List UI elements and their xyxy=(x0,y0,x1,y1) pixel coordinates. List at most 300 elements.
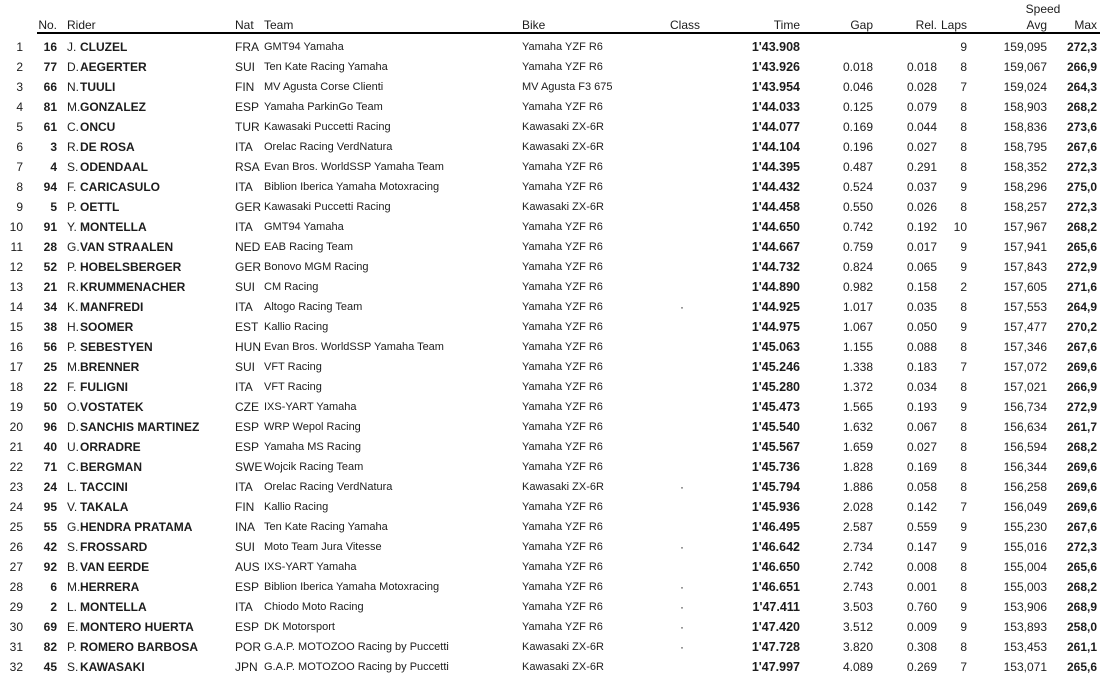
rider-name-cell xyxy=(58,397,228,417)
team-cell: G.A.P. MOTOZOO Racing by Puccetti xyxy=(264,661,449,673)
laps-cell: 9 xyxy=(960,540,967,554)
avg-speed-cell: 157,553 xyxy=(1003,300,1047,314)
column-header-class: Class xyxy=(669,18,700,32)
max-speed-cell: 272,3 xyxy=(1066,200,1097,214)
team-cell: Biblion Iberica Yamaha Motoxracing xyxy=(264,581,440,593)
laps-cell: 8 xyxy=(960,640,967,654)
rider-initial: Y. xyxy=(67,220,77,234)
laps-cell: 8 xyxy=(960,140,967,154)
laps-cell: 8 xyxy=(960,300,967,314)
rider-initial: P. xyxy=(67,640,77,654)
rel-cell: 0.147 xyxy=(906,540,937,554)
bike-cell: Yamaha YZF R6 xyxy=(522,581,603,593)
rider-surname: GONZALEZ xyxy=(80,100,146,114)
avg-speed-cell: 157,477 xyxy=(1003,320,1047,334)
max-speed-cell: 261,7 xyxy=(1066,420,1097,434)
time-cell: 1'45.794 xyxy=(751,480,800,494)
table-row xyxy=(0,517,1100,537)
rider-surname: SANCHIS MARTINEZ xyxy=(80,420,200,434)
rider-surname: BRENNER xyxy=(80,360,140,374)
table-row xyxy=(0,337,1100,357)
rider-number-cell: 40 xyxy=(43,440,57,454)
max-speed-cell: 265,6 xyxy=(1066,240,1097,254)
time-cell: 1'45.567 xyxy=(751,440,800,454)
column-header-laps: Laps xyxy=(940,18,967,32)
nationality-cell: HUN xyxy=(235,340,261,354)
position-cell: 24 xyxy=(9,500,23,514)
rider-number-cell: 4 xyxy=(50,160,57,174)
team-cell: VFT Racing xyxy=(264,381,322,393)
table-row xyxy=(0,137,1100,157)
rel-cell: 0.269 xyxy=(906,660,937,674)
laps-cell: 8 xyxy=(960,440,967,454)
nationality-cell: EST xyxy=(235,320,259,334)
rider-initial: B. xyxy=(67,560,79,574)
rider-name-cell xyxy=(58,657,228,677)
rider-name-cell xyxy=(58,57,228,77)
class-cell: · xyxy=(680,540,684,554)
rider-number-cell: 25 xyxy=(43,360,57,374)
position-cell: 22 xyxy=(9,460,23,474)
rider-name-cell xyxy=(58,177,228,197)
column-header-no: No. xyxy=(38,18,57,32)
rider-surname: AEGERTER xyxy=(80,60,147,74)
team-cell: WRP Wepol Racing xyxy=(264,421,361,433)
max-speed-cell: 264,9 xyxy=(1066,300,1097,314)
class-cell: · xyxy=(680,640,684,654)
table-row xyxy=(0,557,1100,577)
max-speed-cell: 269,6 xyxy=(1066,500,1097,514)
rider-surname: ONCU xyxy=(80,120,116,134)
rider-name-cell xyxy=(58,477,228,497)
bike-cell: Yamaha YZF R6 xyxy=(522,321,603,333)
nationality-cell: ITA xyxy=(235,600,253,614)
avg-speed-cell: 158,296 xyxy=(1003,180,1047,194)
avg-speed-cell: 157,605 xyxy=(1003,280,1047,294)
rel-cell: 0.035 xyxy=(906,300,937,314)
table-row xyxy=(0,537,1100,557)
max-speed-cell: 269,6 xyxy=(1066,480,1097,494)
time-cell: 1'45.063 xyxy=(751,340,800,354)
rider-name-cell xyxy=(58,297,228,317)
position-cell: 10 xyxy=(9,220,23,234)
team-cell: MV Agusta Corse Clienti xyxy=(264,81,384,93)
time-cell: 1'44.395 xyxy=(751,160,800,174)
rider-initial: H. xyxy=(67,320,79,334)
rider-number-cell: 92 xyxy=(43,560,57,574)
max-speed-cell: 265,6 xyxy=(1066,560,1097,574)
column-header-team: Team xyxy=(264,18,294,32)
rider-name-cell xyxy=(58,217,228,237)
rider-surname: FROSSARD xyxy=(80,540,148,554)
team-cell: Evan Bros. WorldSSP Yamaha Team xyxy=(264,161,444,173)
avg-speed-cell: 159,024 xyxy=(1003,80,1047,94)
laps-cell: 7 xyxy=(960,500,967,514)
gap-cell: 1.338 xyxy=(842,360,873,374)
bike-cell: Yamaha YZF R6 xyxy=(522,561,603,573)
gap-cell: 1.632 xyxy=(842,420,873,434)
rider-initial: M. xyxy=(67,580,81,594)
team-cell: IXS-YART Yamaha xyxy=(264,401,357,413)
gap-cell: 0.550 xyxy=(842,200,873,214)
position-cell: 26 xyxy=(9,540,23,554)
avg-speed-cell: 158,257 xyxy=(1003,200,1047,214)
nationality-cell: ITA xyxy=(235,140,253,154)
laps-cell: 9 xyxy=(960,620,967,634)
rider-number-cell: 56 xyxy=(43,340,57,354)
gap-cell: 0.169 xyxy=(842,120,873,134)
rider-name-cell xyxy=(58,637,228,657)
nationality-cell: ESP xyxy=(235,100,260,114)
max-speed-cell: 272,3 xyxy=(1066,40,1097,54)
rider-number-cell: 16 xyxy=(43,40,57,54)
nationality-cell: INA xyxy=(235,520,256,534)
rider-surname: SEBESTYEN xyxy=(80,340,153,354)
rider-surname: OETTL xyxy=(80,200,120,214)
laps-cell: 9 xyxy=(960,520,967,534)
laps-cell: 9 xyxy=(960,400,967,414)
table-row xyxy=(0,297,1100,317)
max-speed-cell: 270,2 xyxy=(1066,320,1097,334)
team-cell: DK Motorsport xyxy=(264,621,335,633)
table-row xyxy=(0,237,1100,257)
rider-name-cell xyxy=(58,137,228,157)
bike-cell: Kawasaki ZX-6R xyxy=(522,141,604,153)
rider-surname: CARICASULO xyxy=(80,180,160,194)
team-cell: VFT Racing xyxy=(264,361,322,373)
table-row xyxy=(0,657,1100,677)
bike-cell: MV Agusta F3 675 xyxy=(522,81,613,93)
team-cell: Kallio Racing xyxy=(264,501,329,513)
gap-cell: 2.587 xyxy=(842,520,873,534)
bike-cell: Yamaha YZF R6 xyxy=(522,41,603,53)
time-cell: 1'44.104 xyxy=(751,140,800,154)
rider-initial: L. xyxy=(67,600,78,614)
position-cell: 15 xyxy=(9,320,23,334)
rider-name-cell xyxy=(58,617,228,637)
speed-group-header-row xyxy=(0,2,1100,16)
nationality-cell: POR xyxy=(235,640,262,654)
rider-name-cell xyxy=(58,437,228,457)
table-row xyxy=(0,37,1100,57)
rel-cell: 0.169 xyxy=(906,460,937,474)
gap-cell: 3.512 xyxy=(842,620,873,634)
rider-number-cell: 2 xyxy=(50,600,57,614)
table-row xyxy=(0,437,1100,457)
rider-number-cell: 45 xyxy=(43,660,57,674)
avg-speed-cell: 159,095 xyxy=(1003,40,1047,54)
position-cell: 18 xyxy=(9,380,23,394)
max-speed-cell: 266,9 xyxy=(1066,60,1097,74)
rider-name-cell xyxy=(58,77,228,97)
rider-initial: K. xyxy=(67,300,79,314)
laps-cell: 9 xyxy=(960,320,967,334)
gap-cell: 0.046 xyxy=(842,80,873,94)
nationality-cell: CZE xyxy=(235,400,259,414)
table-row xyxy=(0,77,1100,97)
class-cell: · xyxy=(680,620,684,634)
bike-cell: Yamaha YZF R6 xyxy=(522,281,603,293)
nationality-cell: TUR xyxy=(235,120,260,134)
rider-number-cell: 66 xyxy=(43,80,57,94)
table-row xyxy=(0,457,1100,477)
position-cell: 16 xyxy=(9,340,23,354)
column-header-gap: Gap xyxy=(850,18,873,32)
rider-initial: R. xyxy=(67,140,79,154)
rel-cell: 0.760 xyxy=(906,600,937,614)
max-speed-cell: 272,9 xyxy=(1066,260,1097,274)
avg-speed-cell: 156,258 xyxy=(1003,480,1047,494)
rider-name-cell xyxy=(58,457,228,477)
avg-speed-cell: 153,893 xyxy=(1003,620,1047,634)
rider-initial: F. xyxy=(67,180,77,194)
rider-initial: C. xyxy=(67,460,79,474)
rider-name-cell xyxy=(58,537,228,557)
max-speed-cell: 268,2 xyxy=(1066,440,1097,454)
bike-cell: Yamaha YZF R6 xyxy=(522,261,603,273)
laps-cell: 8 xyxy=(960,200,967,214)
laps-cell: 9 xyxy=(960,600,967,614)
rider-name-cell xyxy=(58,197,228,217)
nationality-cell: ITA xyxy=(235,380,253,394)
max-speed-cell: 272,9 xyxy=(1066,400,1097,414)
time-cell: 1'47.411 xyxy=(752,600,800,614)
max-speed-cell: 267,6 xyxy=(1066,140,1097,154)
rel-cell: 0.028 xyxy=(906,80,937,94)
rider-number-cell: 52 xyxy=(43,260,57,274)
gap-cell: 3.503 xyxy=(842,600,873,614)
position-cell: 6 xyxy=(16,140,23,154)
bike-cell: Yamaha YZF R6 xyxy=(522,521,603,533)
table-body xyxy=(0,37,1100,677)
position-cell: 21 xyxy=(9,440,23,454)
table-row xyxy=(0,477,1100,497)
rel-cell: 0.192 xyxy=(906,220,937,234)
avg-speed-cell: 156,344 xyxy=(1003,460,1047,474)
position-cell: 3 xyxy=(16,80,23,94)
nationality-cell: FIN xyxy=(235,80,255,94)
laps-cell: 8 xyxy=(960,120,967,134)
nationality-cell: SUI xyxy=(235,60,256,74)
rider-name-cell xyxy=(58,117,228,137)
gap-cell: 0.759 xyxy=(842,240,873,254)
time-cell: 1'44.975 xyxy=(751,320,800,334)
position-cell: 20 xyxy=(9,420,23,434)
time-cell: 1'44.432 xyxy=(751,180,800,194)
laps-cell: 7 xyxy=(960,660,967,674)
time-cell: 1'44.925 xyxy=(751,300,800,314)
rider-name-cell xyxy=(58,277,228,297)
rel-cell: 0.088 xyxy=(906,340,937,354)
position-cell: 27 xyxy=(9,560,23,574)
gap-cell: 0.018 xyxy=(842,60,873,74)
position-cell: 5 xyxy=(16,120,23,134)
nationality-cell: ESP xyxy=(235,580,260,594)
avg-speed-cell: 157,967 xyxy=(1003,220,1047,234)
rider-initial: V. xyxy=(67,500,78,514)
position-cell: 8 xyxy=(16,180,23,194)
gap-cell: 0.742 xyxy=(842,220,873,234)
nationality-cell: ITA xyxy=(235,180,253,194)
time-cell: 1'44.650 xyxy=(751,220,800,234)
table-row xyxy=(0,197,1100,217)
time-cell: 1'47.997 xyxy=(751,660,800,674)
avg-speed-cell: 153,453 xyxy=(1003,640,1047,654)
time-cell: 1'47.420 xyxy=(751,620,800,634)
rider-initial: C. xyxy=(67,120,79,134)
laps-cell: 8 xyxy=(960,420,967,434)
rider-number-cell: 95 xyxy=(43,500,57,514)
position-cell: 13 xyxy=(9,280,23,294)
position-cell: 28 xyxy=(9,580,23,594)
time-cell: 1'46.651 xyxy=(751,580,800,594)
team-cell: Chiodo Moto Racing xyxy=(264,601,364,613)
rider-surname: MANFREDI xyxy=(80,300,144,314)
team-cell: Altogo Racing Team xyxy=(264,301,363,313)
max-speed-cell: 268,9 xyxy=(1066,600,1097,614)
position-cell: 19 xyxy=(9,400,23,414)
table-row xyxy=(0,117,1100,137)
laps-cell: 8 xyxy=(960,60,967,74)
rider-name-cell xyxy=(58,257,228,277)
rider-surname: MONTERO HUERTA xyxy=(80,620,194,634)
rider-surname: TACCINI xyxy=(80,480,128,494)
gap-cell: 1.659 xyxy=(842,440,873,454)
position-cell: 2 xyxy=(16,60,23,74)
rider-number-cell: 81 xyxy=(43,100,57,114)
time-cell: 1'45.540 xyxy=(751,420,800,434)
gap-cell: 1.017 xyxy=(842,300,873,314)
rider-surname: KRUMMENACHER xyxy=(80,280,186,294)
class-cell: · xyxy=(680,600,684,614)
rider-number-cell: 42 xyxy=(43,540,57,554)
rider-name-cell xyxy=(58,497,228,517)
rider-surname: CLUZEL xyxy=(80,40,128,54)
bike-cell: Kawasaki ZX-6R xyxy=(522,661,604,673)
nationality-cell: ESP xyxy=(235,420,260,434)
rider-surname: TUULI xyxy=(80,80,116,94)
rider-initial: R. xyxy=(67,280,79,294)
position-cell: 25 xyxy=(9,520,23,534)
rider-number-cell: 5 xyxy=(50,200,57,214)
team-cell: Bonovo MGM Racing xyxy=(264,261,369,273)
gap-cell: 1.565 xyxy=(842,400,873,414)
bike-cell: Yamaha YZF R6 xyxy=(522,401,603,413)
team-cell: Yamaha ParkinGo Team xyxy=(264,101,383,113)
rel-cell: 0.027 xyxy=(906,440,937,454)
rider-name-cell xyxy=(58,597,228,617)
rel-cell: 0.559 xyxy=(906,520,937,534)
max-speed-cell: 266,9 xyxy=(1066,380,1097,394)
position-cell: 9 xyxy=(16,200,23,214)
bike-cell: Yamaha YZF R6 xyxy=(522,341,603,353)
avg-speed-cell: 158,352 xyxy=(1003,160,1047,174)
rel-cell: 0.034 xyxy=(906,380,937,394)
table-row xyxy=(0,397,1100,417)
rel-cell: 0.001 xyxy=(906,580,937,594)
nationality-cell: ESP xyxy=(235,620,260,634)
laps-cell: 9 xyxy=(960,240,967,254)
position-cell: 29 xyxy=(9,600,23,614)
rel-cell: 0.027 xyxy=(906,140,937,154)
bike-cell: Yamaha YZF R6 xyxy=(522,501,603,513)
avg-speed-cell: 153,906 xyxy=(1003,600,1047,614)
rider-number-cell: 94 xyxy=(43,180,57,194)
table-row xyxy=(0,57,1100,77)
nationality-cell: GER xyxy=(235,200,262,214)
time-cell: 1'45.246 xyxy=(751,360,800,374)
laps-cell: 9 xyxy=(960,260,967,274)
avg-speed-cell: 155,016 xyxy=(1003,540,1047,554)
bike-cell: Kawasaki ZX-6R xyxy=(522,121,604,133)
time-cell: 1'43.954 xyxy=(751,80,800,94)
nationality-cell: RSA xyxy=(235,160,260,174)
bike-cell: Yamaha YZF R6 xyxy=(522,361,603,373)
team-cell: Wojcik Racing Team xyxy=(264,461,364,473)
column-header-rel: Rel. xyxy=(915,18,937,32)
nationality-cell: JPN xyxy=(235,660,258,674)
bike-cell: Yamaha YZF R6 xyxy=(522,441,603,453)
rider-name-cell xyxy=(58,417,228,437)
rider-surname: HOBELSBERGER xyxy=(80,260,182,274)
rel-cell: 0.067 xyxy=(906,420,937,434)
time-cell: 1'44.033 xyxy=(751,100,800,114)
nationality-cell: ITA xyxy=(235,480,253,494)
position-cell: 32 xyxy=(9,660,23,674)
gap-cell: 2.743 xyxy=(842,580,873,594)
laps-cell: 8 xyxy=(960,460,967,474)
header-rule xyxy=(37,32,1100,34)
team-cell: Kawasaki Puccetti Racing xyxy=(264,121,391,133)
position-cell: 17 xyxy=(9,360,23,374)
avg-speed-cell: 157,072 xyxy=(1003,360,1047,374)
gap-cell: 0.524 xyxy=(842,180,873,194)
team-cell: GMT94 Yamaha xyxy=(264,221,344,233)
position-cell: 31 xyxy=(9,640,23,654)
nationality-cell: FRA xyxy=(235,40,259,54)
table-row xyxy=(0,377,1100,397)
rel-cell: 0.193 xyxy=(906,400,937,414)
nationality-cell: SUI xyxy=(235,360,256,374)
team-cell: Kallio Racing xyxy=(264,321,329,333)
rider-name-cell xyxy=(58,157,228,177)
table-row xyxy=(0,257,1100,277)
max-speed-cell: 273,6 xyxy=(1066,120,1097,134)
rider-number-cell: 24 xyxy=(43,480,57,494)
rider-number-cell: 6 xyxy=(50,580,57,594)
laps-cell: 2 xyxy=(960,280,967,294)
rider-name-cell xyxy=(58,357,228,377)
avg-speed-cell: 155,004 xyxy=(1003,560,1047,574)
rider-number-cell: 69 xyxy=(43,620,57,634)
table-row xyxy=(0,637,1100,657)
rel-cell: 0.058 xyxy=(906,480,937,494)
max-speed-cell: 267,6 xyxy=(1066,340,1097,354)
rider-initial: S. xyxy=(67,160,79,174)
rider-number-cell: 82 xyxy=(43,640,57,654)
rider-surname: DE ROSA xyxy=(80,140,135,154)
position-cell: 14 xyxy=(9,300,23,314)
max-speed-cell: 261,1 xyxy=(1066,640,1097,654)
bike-cell: Yamaha YZF R6 xyxy=(522,381,603,393)
table-row xyxy=(0,277,1100,297)
table-row xyxy=(0,157,1100,177)
nationality-cell: SWE xyxy=(235,460,263,474)
table-row xyxy=(0,497,1100,517)
nationality-cell: ESP xyxy=(235,440,260,454)
time-cell: 1'45.736 xyxy=(751,460,800,474)
team-cell: Orelac Racing VerdNatura xyxy=(264,481,393,493)
